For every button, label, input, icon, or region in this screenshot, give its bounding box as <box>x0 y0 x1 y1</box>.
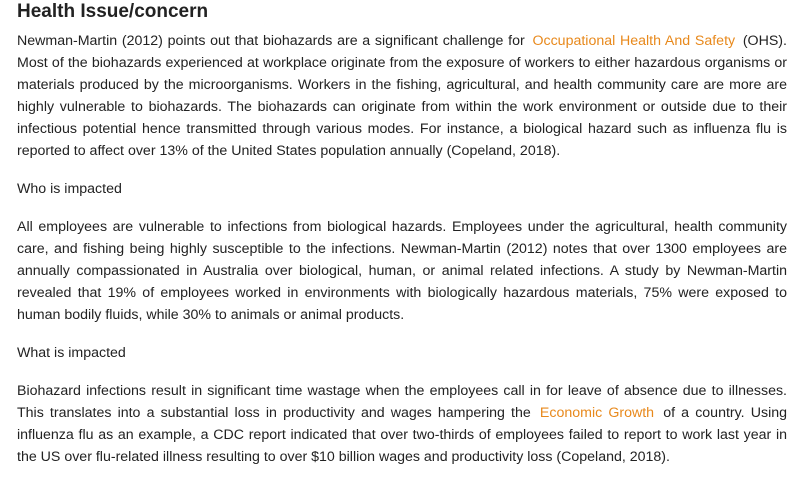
paragraph-health-issue <box>17 30 787 162</box>
section-title: Health Issue/concern <box>17 1 209 22</box>
paragraph-what-is-impacted <box>17 380 787 468</box>
paragraph-text: of a country. Using influenza flu as an example, a CDC report indicated that over two-thirds of employees failed to report to work last year in the US over flu-related illness resulting to over $10 billion wages and productivity loss (Copeland, 2018). <box>17 405 788 465</box>
link-occupational-health-and-safety[interactable]: Occupational Health And Safety <box>532 33 736 49</box>
subheading-who-is-impacted: Who is impacted <box>17 181 122 197</box>
paragraph-text: (OHS). Most of the biohazards experienced at workplace originate from the exposure of workers to either hazardous organisms or materials produced by the microorganisms. Workers in the fishing, agricultural, and health community care are more are highly vulnerable to biohazards. The biohazards can originate from within the work environment or outside due to their infectious potential hence transmitted through various modes. For instance, a biological hazard such as influenza flu is reported to affect over 13% of the United States population annually (Copeland, 2018). <box>17 33 787 159</box>
paragraph-who-is-impacted: All employees are vulnerable to infections from biological hazards. Employees under the agricultural, health community care, and fishing being highly susceptible to the infections. Newman-Martin (2012) notes that over 1300 employees are annually compassionated in Australia over biological, human, or animal related infections. A study by Newman-Martin revealed that 19% of employees worked in environments with biologically hazardous materials, 75% were exposed to human bodily fluids, while 30% to animals or animal products. <box>17 219 787 323</box>
paragraph-text: Biohazard infections result in significant time wastage when the employees call in for leave of absence due to illnesses. This translates into a substantial loss in productivity and wages hampering the <box>17 383 787 421</box>
paragraph-text: Newman-Martin (2012) points out that biohazards are a significant challenge for <box>17 33 525 49</box>
link-economic-growth[interactable]: Economic Growth <box>539 405 655 421</box>
subheading-what-is-impacted: What is impacted <box>17 345 126 361</box>
